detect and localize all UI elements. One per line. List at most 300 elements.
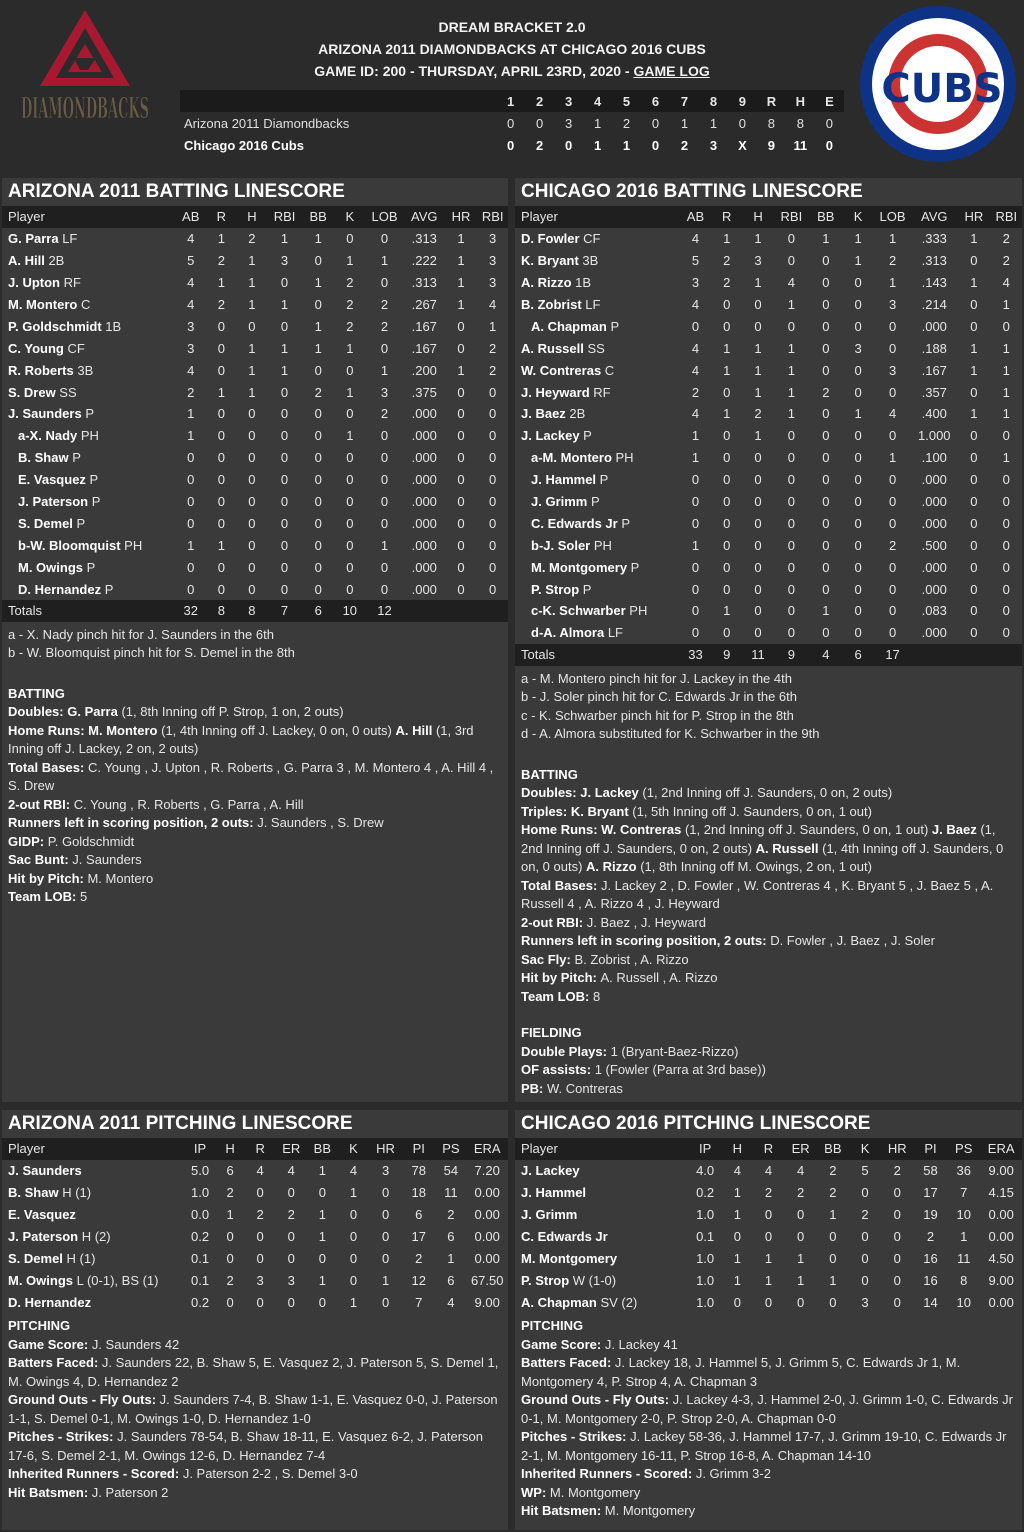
stat-cell: 0 xyxy=(346,472,354,488)
player-position: P xyxy=(81,406,94,422)
detail-text: PB: xyxy=(521,1080,547,1096)
stat-cell: 0 xyxy=(248,472,256,488)
player-cell xyxy=(2,359,175,381)
stat-cell: 1 xyxy=(457,275,465,291)
stat-cell: .167 xyxy=(921,362,947,378)
stat-cell: .214 xyxy=(921,297,947,312)
stat-cell: 0 xyxy=(256,1229,264,1244)
stat-cell: 1 xyxy=(733,1207,741,1223)
detail-line xyxy=(521,1354,1016,1391)
totals-cell xyxy=(404,600,445,622)
stat-cell: 6 xyxy=(226,1163,234,1179)
stat-cell: 0 xyxy=(822,362,830,378)
stat-cell: 1 xyxy=(723,406,731,422)
linescore-team-name: Chicago 2016 Cubs xyxy=(184,137,304,153)
column-header: RBI xyxy=(477,206,508,228)
stat-cell: 4 xyxy=(787,275,795,291)
stat-cell: 1 xyxy=(187,537,195,553)
stat-cell: 0 xyxy=(970,559,978,575)
stat-cell: 1 xyxy=(754,428,762,444)
column-header: R xyxy=(711,206,742,228)
stat-cell: 1 xyxy=(314,340,322,356)
stat-cell: 0.2 xyxy=(696,1185,715,1201)
stat-cell: 0 xyxy=(822,537,830,553)
player-name: D. Hernandez xyxy=(8,1294,92,1310)
linescore-cell: 0 xyxy=(825,137,834,153)
stat-cell: 0 xyxy=(970,515,978,531)
substitution-note: d - A. Almora substituted for K. Schwarber in the 9th xyxy=(521,726,820,742)
stat-cell: 0 xyxy=(1002,472,1010,488)
stat-cell: 10 xyxy=(956,1207,971,1223)
stat-cell: 0 xyxy=(970,384,978,400)
column-header: K xyxy=(335,206,366,228)
stat-cell: 1 xyxy=(318,1163,326,1179)
stat-cell: 0 xyxy=(970,625,978,641)
stat-cell: 0 xyxy=(822,275,830,291)
player-cell xyxy=(2,250,175,272)
linescore-cell: 3 xyxy=(564,115,573,131)
stat-cell: 0 xyxy=(854,537,862,553)
player-cell xyxy=(515,1269,687,1291)
stat-cell: 16 xyxy=(923,1250,938,1266)
stat-cell: .000 xyxy=(921,494,947,510)
player-position: P xyxy=(101,581,114,597)
stat-cell: .357 xyxy=(921,384,947,400)
stat-cell: .000 xyxy=(921,559,947,575)
player-position: H (2) xyxy=(78,1229,111,1244)
player-position: LF xyxy=(58,231,78,247)
player-row xyxy=(2,1226,508,1248)
stat-cell: 0 xyxy=(248,428,256,444)
stat-cell: 2 xyxy=(489,362,497,378)
stat-cell: 67.50 xyxy=(470,1272,504,1288)
column-header: PS xyxy=(435,1138,466,1160)
player-cell xyxy=(2,403,175,425)
stat-cell: 0 xyxy=(787,253,795,269)
player-name: P. Goldschmidt xyxy=(8,318,102,334)
table-header-row xyxy=(515,206,1022,228)
stat-cell: .167 xyxy=(411,340,437,356)
column-header: ERA xyxy=(466,1138,508,1160)
stat-cell: 0 xyxy=(691,318,700,334)
stat-cell: 0 xyxy=(723,297,731,312)
arizona-batting-notes xyxy=(2,622,508,667)
stat-cell: 3 xyxy=(489,231,497,247)
stat-cell: 1 xyxy=(764,1250,773,1266)
stat-cell: 12 xyxy=(411,1272,426,1288)
stat-cell: 0 xyxy=(970,297,978,312)
stat-cell: 0 xyxy=(787,625,795,641)
stat-cell: 4.15 xyxy=(988,1185,1014,1201)
stat-cell: .000 xyxy=(411,406,437,422)
stat-cell: 0 xyxy=(280,406,289,422)
stat-cell: 0 xyxy=(248,559,256,575)
stat-cell: 0.00 xyxy=(474,1250,500,1266)
player-cell xyxy=(515,403,680,425)
stat-cell: 0 xyxy=(280,581,289,597)
stat-cell: 0.00 xyxy=(988,1207,1014,1223)
stat-cell: 1 xyxy=(854,231,862,247)
stat-cell: 0 xyxy=(380,231,389,247)
column-header: PS xyxy=(947,1138,980,1160)
player-row xyxy=(515,1269,1022,1291)
stat-cell: 1.0 xyxy=(696,1294,715,1310)
stat-cell: 0 xyxy=(1002,581,1010,597)
stat-cell: 0 xyxy=(787,559,795,575)
stat-cell: 1 xyxy=(970,406,978,422)
stat-cell: 0 xyxy=(691,581,700,597)
stat-cell: 0 xyxy=(970,318,978,334)
stat-cell: 1 xyxy=(187,428,195,444)
stat-cell: 2 xyxy=(1002,253,1010,269)
detail-line xyxy=(8,796,502,815)
stat-cell: 7 xyxy=(415,1294,423,1310)
stat-cell: 1 xyxy=(1002,450,1010,466)
stat-cell: 3 xyxy=(280,253,289,269)
stat-cell: 0 xyxy=(822,318,830,334)
stat-cell: 0 xyxy=(489,450,497,466)
column-header: AVG xyxy=(911,206,957,228)
player-cell xyxy=(2,315,175,337)
stat-cell: 0 xyxy=(248,450,256,466)
linescore-header-cell: 6 xyxy=(641,90,670,112)
totals-cell: 10 xyxy=(335,600,366,622)
column-header: K xyxy=(843,206,874,228)
detail-line xyxy=(521,1465,1016,1484)
player-position: PH xyxy=(120,537,143,553)
totals-cell: 33 xyxy=(680,644,711,666)
detail-text: J. Saunders 42 xyxy=(91,1336,180,1352)
player-name: E. Vasquez xyxy=(8,1207,76,1223)
column-header: H xyxy=(237,206,268,228)
stat-cell: 0 xyxy=(318,1185,326,1201)
column-header: R xyxy=(752,1138,785,1160)
detail-text: Inherited Runners - Scored: xyxy=(8,1466,183,1482)
column-header: LOB xyxy=(874,206,912,228)
stat-cell: 0 xyxy=(489,428,497,444)
detail-text: J. Baez xyxy=(931,822,977,838)
stat-cell: 17 xyxy=(923,1185,938,1201)
linescore-cell: 0 xyxy=(507,137,515,153)
stat-cell: 0 xyxy=(723,428,731,444)
player-name: E. Vasquez xyxy=(18,472,86,488)
detail-line xyxy=(8,1465,502,1484)
game-log-link[interactable]: GAME LOG xyxy=(633,63,710,79)
stat-cell: 1 xyxy=(1002,340,1010,356)
stat-cell: 1 xyxy=(1002,362,1010,378)
arizona-batting-table xyxy=(2,206,508,622)
detail-text: Hit Batsmen: xyxy=(8,1484,92,1500)
stat-cell: .000 xyxy=(921,515,947,531)
stat-cell: 0 xyxy=(888,318,897,334)
stat-cell: 2 xyxy=(893,1163,901,1179)
stat-cell: 1 xyxy=(754,362,762,378)
stat-cell: 2 xyxy=(1002,231,1010,247)
stat-cell: 0 xyxy=(754,318,762,334)
column-header: Player xyxy=(515,206,680,228)
detail-text: Ground Outs - Fly Outs: xyxy=(521,1392,673,1408)
stat-cell: .188 xyxy=(921,340,947,356)
player-row xyxy=(515,1226,1022,1248)
stat-cell: .000 xyxy=(411,450,437,466)
stat-cell: 4 xyxy=(733,1163,741,1179)
player-row xyxy=(515,359,1022,381)
linescore-cell: 2 xyxy=(680,137,689,153)
stat-cell: 0 xyxy=(754,450,762,466)
stat-cell: 0 xyxy=(1002,537,1010,553)
player-position: CF xyxy=(579,231,601,247)
totals-cell xyxy=(911,644,957,666)
linescore-team-name: Arizona 2011 Diamondbacks xyxy=(184,115,350,131)
stat-cell: 0 xyxy=(691,559,700,575)
detail-line xyxy=(8,851,502,870)
player-row xyxy=(515,556,1022,578)
linescore-header-cell: 2 xyxy=(525,90,554,112)
stat-cell: 3 xyxy=(489,275,497,291)
column-header: BB xyxy=(809,206,842,228)
linescore-cell: 9 xyxy=(767,137,775,153)
stat-cell: 4 xyxy=(691,297,700,312)
stat-cell: 0 xyxy=(970,450,978,466)
detail-text: J. Lackey 41 xyxy=(604,1336,678,1352)
player-cell xyxy=(515,578,680,600)
stat-cell: 0 xyxy=(280,559,289,575)
player-cell xyxy=(515,1204,687,1226)
stat-cell: 0 xyxy=(280,275,289,291)
detail-line xyxy=(521,951,1016,970)
player-row xyxy=(2,1204,508,1226)
stat-cell: 0 xyxy=(346,362,354,378)
stat-cell: 0 xyxy=(854,581,862,597)
linescore-cell: 0 xyxy=(536,115,544,131)
stat-cell: 2 xyxy=(346,275,354,291)
player-row xyxy=(515,1182,1022,1204)
player-row xyxy=(2,556,508,578)
chicago-batting-details xyxy=(515,766,1022,1007)
column-header: AB xyxy=(175,206,206,228)
player-name: D. Hernandez xyxy=(18,581,102,597)
stat-cell: 0.0 xyxy=(190,1207,210,1223)
stat-cell: 2 xyxy=(380,318,389,334)
player-row xyxy=(515,1160,1022,1182)
stat-cell: 0 xyxy=(829,1250,837,1266)
player-cell xyxy=(2,337,175,359)
totals-cell: 9 xyxy=(774,644,809,666)
stat-cell: 0 xyxy=(970,472,978,488)
stat-cell: 0 xyxy=(861,1229,869,1244)
stat-cell: 1 xyxy=(248,253,256,269)
stat-cell: .000 xyxy=(921,472,947,488)
stat-cell: 0 xyxy=(970,581,978,597)
stat-cell: 8 xyxy=(960,1272,968,1288)
stat-cell: 1 xyxy=(318,1229,326,1244)
column-header: AB xyxy=(680,206,711,228)
player-cell xyxy=(515,272,680,294)
stat-cell: 4 xyxy=(1002,275,1010,291)
stat-cell: 1 xyxy=(380,537,389,553)
detail-text: Home Runs: xyxy=(521,822,602,838)
player-name: A. Hill xyxy=(8,253,45,269)
linescore-header-cell: R xyxy=(757,90,786,112)
stat-cell: 0 xyxy=(380,340,389,356)
stat-cell: 0 xyxy=(691,472,700,488)
stat-cell: 0 xyxy=(217,428,225,444)
stat-cell: 1 xyxy=(787,384,795,400)
player-cell xyxy=(2,469,175,491)
player-position: C xyxy=(601,362,615,378)
detail-text: WP: xyxy=(521,1484,550,1500)
player-row xyxy=(2,1291,508,1313)
detail-line xyxy=(521,914,1016,933)
stat-cell: 0 xyxy=(217,559,225,575)
stat-cell: 0.2 xyxy=(190,1229,210,1244)
stat-cell: .000 xyxy=(921,318,947,334)
stat-cell: .000 xyxy=(411,559,437,575)
player-cell xyxy=(515,228,680,250)
player-cell xyxy=(2,1226,184,1248)
stat-cell: 0.2 xyxy=(190,1294,210,1310)
stat-cell: 0 xyxy=(893,1272,901,1288)
stat-cell: 1 xyxy=(346,340,354,356)
player-row xyxy=(515,381,1022,403)
chicago-fielding-details xyxy=(515,1024,1022,1098)
stat-cell: 3 xyxy=(380,384,389,400)
player-name: M. Owings xyxy=(18,559,83,575)
player-name: C. Edwards Jr xyxy=(531,515,618,531)
detail-line xyxy=(8,703,502,722)
stat-cell: 0 xyxy=(1002,625,1010,641)
table-header-row xyxy=(2,1138,508,1160)
stat-cell: 3 xyxy=(854,340,862,356)
player-cell xyxy=(2,578,175,600)
column-header: HR xyxy=(957,206,990,228)
detail-line xyxy=(521,988,1016,1007)
stat-cell: 1 xyxy=(854,253,862,269)
stat-cell: 3 xyxy=(187,318,195,334)
detail-text: J. Saunders 22, B. Shaw 5, E. Vasquez 2, J. Paterson 5, S. Demel 1, M. Owings 4, D. Hernandez 2 xyxy=(8,1355,499,1389)
column-header: HR xyxy=(445,206,478,228)
linescore-team-row xyxy=(180,134,844,156)
player-position: P xyxy=(88,494,101,510)
stat-cell: 1 xyxy=(1002,297,1010,312)
player-name: J. Hammel xyxy=(531,472,597,488)
stat-cell: 0 xyxy=(226,1229,234,1244)
stat-cell: 2 xyxy=(926,1229,935,1244)
player-position: P xyxy=(627,559,640,575)
stat-cell: 0 xyxy=(893,1250,901,1266)
detail-text: Double Plays: xyxy=(521,1043,611,1059)
stat-cell: 2 xyxy=(380,297,389,312)
column-header: BB xyxy=(307,1138,338,1160)
stat-cell: 1 xyxy=(733,1185,741,1201)
stat-cell: .167 xyxy=(411,318,437,334)
player-row xyxy=(515,228,1022,250)
stat-cell: .200 xyxy=(411,362,437,378)
stat-cell: 14 xyxy=(923,1294,938,1310)
stat-cell: 1 xyxy=(764,1272,773,1288)
player-cell xyxy=(515,381,680,403)
stat-cell: 0 xyxy=(733,1229,741,1244)
stat-cell: 0 xyxy=(691,625,700,641)
section-heading: BATTING xyxy=(521,766,578,782)
stat-cell: 0 xyxy=(217,472,225,488)
stat-cell: 0 xyxy=(346,559,354,575)
stat-cell: 54 xyxy=(443,1163,459,1179)
stat-cell: 4 xyxy=(447,1294,455,1310)
stat-cell: 0 xyxy=(457,472,465,488)
stat-cell: 3 xyxy=(691,275,700,291)
linescore-header-cell: 3 xyxy=(554,90,583,112)
chicago-pitching-details xyxy=(515,1317,1022,1521)
player-row xyxy=(2,272,508,294)
stat-cell: 0 xyxy=(457,340,465,356)
player-cell xyxy=(515,315,680,337)
stat-cell: 0 xyxy=(733,1294,741,1310)
detail-text: A. Russell , A. Rizzo xyxy=(600,970,718,986)
stat-cell: 2 xyxy=(346,297,354,312)
stat-cell: 0 xyxy=(970,428,978,444)
stat-cell: 0 xyxy=(489,515,497,531)
stat-cell: 1 xyxy=(380,362,389,378)
stat-cell: 0.1 xyxy=(190,1250,210,1266)
linescore-cell: 8 xyxy=(767,115,775,131)
detail-text: Batters Faced: xyxy=(521,1355,615,1371)
stat-cell: 4 xyxy=(187,297,195,312)
player-name: b-J. Soler xyxy=(531,537,591,553)
detail-text: 5 xyxy=(80,889,88,905)
stat-cell: 0 xyxy=(314,406,322,422)
stat-cell: 0 xyxy=(280,494,289,510)
player-name: A. Rizzo xyxy=(521,275,572,291)
stat-cell: 0 xyxy=(314,362,322,378)
stat-cell: 9.00 xyxy=(988,1272,1014,1288)
linescore-cell: 1 xyxy=(680,115,689,131)
player-cell xyxy=(515,1182,687,1204)
player-row xyxy=(2,228,508,250)
detail-line xyxy=(521,821,1016,877)
stat-cell: 1 xyxy=(733,1272,741,1288)
player-row xyxy=(515,534,1022,556)
linescore-cell: 0 xyxy=(738,115,747,131)
player-row xyxy=(2,315,508,337)
player-row xyxy=(2,578,508,600)
stat-cell: 1 xyxy=(318,1207,326,1223)
diamondbacks-logo xyxy=(18,8,153,163)
player-row xyxy=(2,337,508,359)
stat-cell: 0 xyxy=(861,1185,869,1201)
stat-cell: 0 xyxy=(970,253,978,269)
stat-cell: 1 xyxy=(723,362,731,378)
detail-text: Doubles: xyxy=(521,785,581,801)
stat-cell: .000 xyxy=(921,581,947,597)
player-row xyxy=(515,294,1022,316)
detail-line xyxy=(521,932,1016,951)
player-position: SV (2) xyxy=(596,1294,638,1310)
totals-cell: 8 xyxy=(237,600,268,622)
stat-cell: 0 xyxy=(888,494,897,510)
player-row xyxy=(2,512,508,534)
stat-cell: 10 xyxy=(956,1294,971,1310)
player-name: B. Zobrist xyxy=(521,297,582,312)
stat-cell: 1 xyxy=(754,275,762,291)
player-cell xyxy=(515,425,680,447)
stat-cell: 0 xyxy=(764,1294,773,1310)
linescore-cell: 1 xyxy=(622,137,631,153)
stat-cell: 1 xyxy=(248,297,256,312)
stat-cell: 0 xyxy=(854,362,862,378)
detail-line xyxy=(521,1080,1016,1099)
stat-cell: 0 xyxy=(217,494,225,510)
